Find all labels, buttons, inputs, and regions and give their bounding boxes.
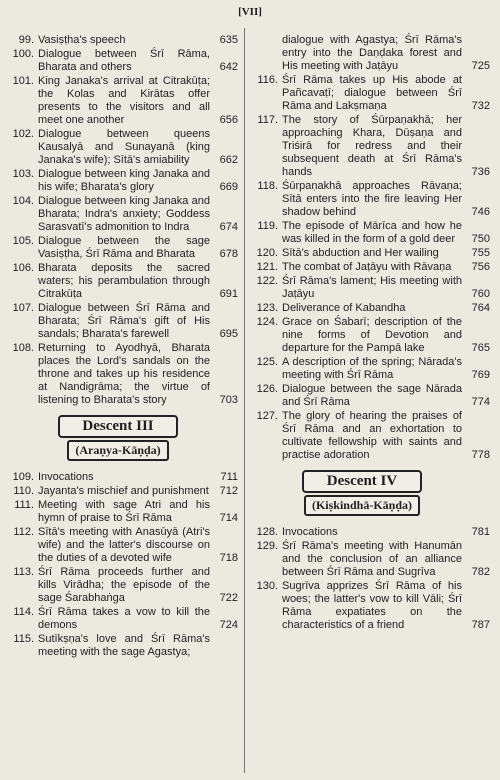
descent-subtitle: (Araṇya-Kāṇḍa) bbox=[67, 440, 168, 461]
entry-number: 123. bbox=[256, 302, 278, 314]
entry-number: 116. bbox=[257, 74, 278, 86]
entry-title: The combat of Jaṭāyu with Rāvaṇa bbox=[282, 261, 452, 273]
entry-page: 774 bbox=[471, 396, 490, 408]
entry-title: King Janaka's arrival at Citrakūṭa; the Kolas and Kirātas offer presents to the visitors and all meet one another bbox=[38, 75, 210, 126]
entry-number: 100. bbox=[12, 48, 34, 60]
entry-page: 732 bbox=[471, 100, 490, 112]
entry-title: Deliverance of Kabandha bbox=[282, 302, 406, 314]
right-entries-b bbox=[252, 526, 490, 632]
toc-entry bbox=[252, 356, 490, 382]
entry-page: 678 bbox=[219, 248, 238, 260]
toc-entry bbox=[8, 128, 238, 167]
entry-number: 127. bbox=[256, 410, 278, 422]
entry-page: 756 bbox=[471, 261, 490, 273]
entry-title: The glory of hearing the praises of Śrī Rāma and an exhortation to cultivate fellowship with saints and practise adoration bbox=[282, 410, 462, 461]
continuation-entry bbox=[252, 34, 490, 73]
entry-page: 787 bbox=[471, 619, 490, 631]
entry-title: Sutīkṣṇa's love and Śrī Rāma's meeting with the sage Agastya; bbox=[38, 633, 210, 658]
entry-page: 635 bbox=[219, 34, 238, 46]
entry-title: Meeting with sage Atri and his hymn of praise to Śrī Rāma bbox=[38, 499, 210, 524]
entry-title: Dialogue between king Janaka and Bharata; Indra's anxiety; Goddess Sarasvatī's admonition to Indra bbox=[38, 195, 210, 233]
descent-iv-heading bbox=[302, 470, 422, 516]
entry-page: 642 bbox=[219, 61, 238, 73]
column-divider bbox=[244, 28, 245, 773]
entry-number: 112. bbox=[13, 526, 34, 538]
entry-page: 769 bbox=[471, 369, 490, 381]
entry-number: 122. bbox=[256, 275, 278, 287]
entry-title: Sītā's abduction and Her wailing bbox=[282, 247, 439, 259]
entry-page: 750 bbox=[471, 233, 490, 245]
entry-number: 111. bbox=[14, 499, 34, 511]
toc-entry bbox=[252, 540, 490, 579]
entry-number: 118. bbox=[257, 180, 278, 192]
entry-number: 110. bbox=[13, 485, 34, 497]
toc-entry bbox=[252, 275, 490, 301]
toc-entry bbox=[252, 526, 490, 539]
entry-number: 115. bbox=[13, 633, 34, 645]
entry-number: 108. bbox=[12, 342, 34, 354]
entry-title: Śūrpaṇakhā approaches Rāvaṇa; Sītā enters into the fire leaving Her shadow behind bbox=[282, 180, 462, 218]
toc-entry bbox=[8, 34, 238, 47]
entry-title: Dialogue between the sage Nārada and Śrī Rāma bbox=[282, 383, 462, 408]
entry-page: 782 bbox=[471, 566, 490, 578]
entry-title: The story of Śūrpaṇakhā; her approaching Khara, Dūṣaṇa and Triśirā for redress and their subsequent death at Śrī Rāma's hands bbox=[282, 114, 462, 178]
entry-page: 725 bbox=[471, 60, 490, 72]
entry-page: 711 bbox=[220, 471, 238, 483]
entry-number: 128. bbox=[256, 526, 278, 538]
toc-entry bbox=[252, 383, 490, 409]
toc-entry bbox=[252, 247, 490, 260]
entry-page: 674 bbox=[219, 221, 238, 233]
entry-number: 109. bbox=[12, 471, 34, 483]
descent-iii-heading bbox=[58, 415, 178, 461]
entry-title: dialogue with Agastya; Śrī Rāma's entry into the Daṇḍaka forest and His meeting with Jaṭāyu bbox=[282, 34, 462, 72]
entry-title: Grace on Śabarī; description of the nine forms of Devotion and departure for the Pampā lake bbox=[282, 316, 462, 354]
toc-entry bbox=[8, 471, 238, 484]
entry-title: Śrī Rāma's lament; His meeting with Jaṭāyu bbox=[282, 275, 462, 300]
toc-entry bbox=[8, 48, 238, 74]
entry-title: Bharata deposits the sacred waters; his perambulation through Citrakūṭa bbox=[38, 262, 210, 300]
entry-title: Vasiṣṭha's speech bbox=[38, 34, 126, 46]
toc-entry bbox=[8, 75, 238, 127]
entry-number: 113. bbox=[13, 566, 34, 578]
entry-number: 120. bbox=[256, 247, 278, 259]
left-column bbox=[8, 34, 238, 660]
entry-title: Returning to Ayodhyā, Bharata places the Lord's sandals on the throne and takes up his residence at Nandigrāma; the virtue of listening to Bharata's story bbox=[38, 342, 210, 406]
toc-entry bbox=[8, 195, 238, 234]
toc-entry bbox=[252, 74, 490, 113]
entry-number: 102. bbox=[12, 128, 34, 140]
entry-title: Dialogue between the sage Vasiṣṭha, Śrī Rāma and Bharata bbox=[38, 235, 210, 260]
entry-title: Dialogue between Śrī Rāma, Bharata and others bbox=[38, 48, 210, 73]
entry-title: Śrī Rāma proceeds further and kills Virādha; the episode of the sage Śarabhaṅga bbox=[38, 566, 210, 604]
entry-title: Dialogue between king Janaka and his wife; Bharata's glory bbox=[38, 168, 210, 193]
entry-page: 695 bbox=[219, 328, 238, 340]
entry-title: Sugrīva apprizes Śrī Rāma of his woes; the latter's vow to kill Vāli; Śrī Rāma expatiates on the characteristics of a friend bbox=[282, 580, 462, 631]
descent-title: Descent IV bbox=[302, 470, 422, 493]
entry-title: Śrī Rāma takes up His abode at Pañcavaṭī; dialogue between Śrī Rāma and Lakṣmaṇa bbox=[282, 74, 462, 112]
entry-number: 106. bbox=[12, 262, 34, 274]
toc-entry bbox=[252, 302, 490, 315]
toc-entry bbox=[252, 261, 490, 274]
entry-page: 746 bbox=[471, 206, 490, 218]
entry-page: 764 bbox=[471, 302, 490, 314]
toc-entry bbox=[252, 114, 490, 179]
toc-entry bbox=[8, 342, 238, 407]
entry-page: 718 bbox=[219, 552, 238, 564]
entry-page: 712 bbox=[219, 485, 238, 497]
toc-entry bbox=[8, 262, 238, 301]
left-entries-b bbox=[8, 471, 238, 659]
entry-page: 656 bbox=[219, 114, 238, 126]
entry-page: 722 bbox=[219, 592, 238, 604]
entry-number: 126. bbox=[256, 383, 278, 395]
entry-number: 107. bbox=[12, 302, 34, 314]
entry-number: 129. bbox=[256, 540, 278, 552]
entry-title: Jayanta's mischief and punishment bbox=[38, 485, 209, 497]
entry-number: 101. bbox=[12, 75, 34, 87]
toc-entry bbox=[8, 566, 238, 605]
left-entries-a bbox=[8, 34, 238, 407]
entry-title: Śrī Rāma's meeting with Hanumān and the conclusion of an alliance between Śrī Rāma and Sugrīva bbox=[282, 540, 462, 578]
entry-page: 669 bbox=[219, 181, 238, 193]
entry-page: 724 bbox=[219, 619, 238, 631]
toc-entry bbox=[8, 485, 238, 498]
toc-entry bbox=[8, 606, 238, 632]
entry-page: 765 bbox=[471, 342, 490, 354]
entry-number: 103. bbox=[12, 168, 34, 180]
entry-page: 662 bbox=[219, 154, 238, 166]
entry-number: 121. bbox=[256, 261, 278, 273]
toc-entry bbox=[252, 180, 490, 219]
entry-title: Invocations bbox=[38, 471, 94, 483]
right-column bbox=[252, 34, 490, 633]
entry-number: 99. bbox=[18, 34, 34, 46]
entry-page: 691 bbox=[219, 288, 238, 300]
entry-title: Dialogue between Śrī Rāma and Bharata; Śrī Rāma's gift of His sandals; Bharata's farewell bbox=[38, 302, 210, 340]
toc-entry bbox=[8, 526, 238, 565]
descent-subtitle: (Kiṣkindhā-Kāṇḍa) bbox=[304, 495, 420, 516]
entry-page: 736 bbox=[471, 166, 490, 178]
entry-number: 124. bbox=[256, 316, 278, 328]
entry-title: Dialogue between queens Kausalyā and Sunayanā (king Janaka's wife); Sītā's amiability bbox=[38, 128, 210, 166]
entry-title: Invocations bbox=[282, 526, 338, 538]
entry-number: 104. bbox=[12, 195, 34, 207]
toc-entry bbox=[252, 410, 490, 462]
entry-title: The episode of Mārīca and how he was killed in the form of a gold deer bbox=[282, 220, 462, 245]
toc-entry bbox=[252, 316, 490, 355]
entry-number: 105. bbox=[12, 235, 34, 247]
entry-page: 714 bbox=[219, 512, 238, 524]
toc-entry bbox=[8, 235, 238, 261]
entry-title: Sītā's meeting with Anasūyā (Atri's wife) and the latter's discourse on the duties of a devoted wife bbox=[38, 526, 210, 564]
entry-page: 781 bbox=[471, 526, 490, 538]
toc-entry bbox=[8, 302, 238, 341]
toc-entry bbox=[8, 168, 238, 194]
entry-page: 778 bbox=[471, 449, 490, 461]
toc-entry bbox=[8, 633, 238, 659]
descent-title: Descent III bbox=[58, 415, 178, 438]
toc-entry bbox=[252, 580, 490, 632]
entry-title: A description of the spring; Nārada's meeting with Śrī Rāma bbox=[282, 356, 462, 381]
entry-title: Śrī Rāma takes a vow to kill the demons bbox=[38, 606, 210, 631]
entry-page: 755 bbox=[471, 247, 490, 259]
entry-number: 114. bbox=[13, 606, 34, 618]
entry-number: 130. bbox=[256, 580, 278, 592]
right-entries-a bbox=[252, 74, 490, 462]
entry-number: 119. bbox=[257, 220, 278, 232]
entry-number: 117. bbox=[257, 114, 278, 126]
entry-number: 125. bbox=[256, 356, 278, 368]
entry-page: 703 bbox=[219, 394, 238, 406]
toc-entry bbox=[8, 499, 238, 525]
toc-entry bbox=[252, 220, 490, 246]
page-number: [VII] bbox=[238, 6, 262, 18]
entry-page: 760 bbox=[471, 288, 490, 300]
